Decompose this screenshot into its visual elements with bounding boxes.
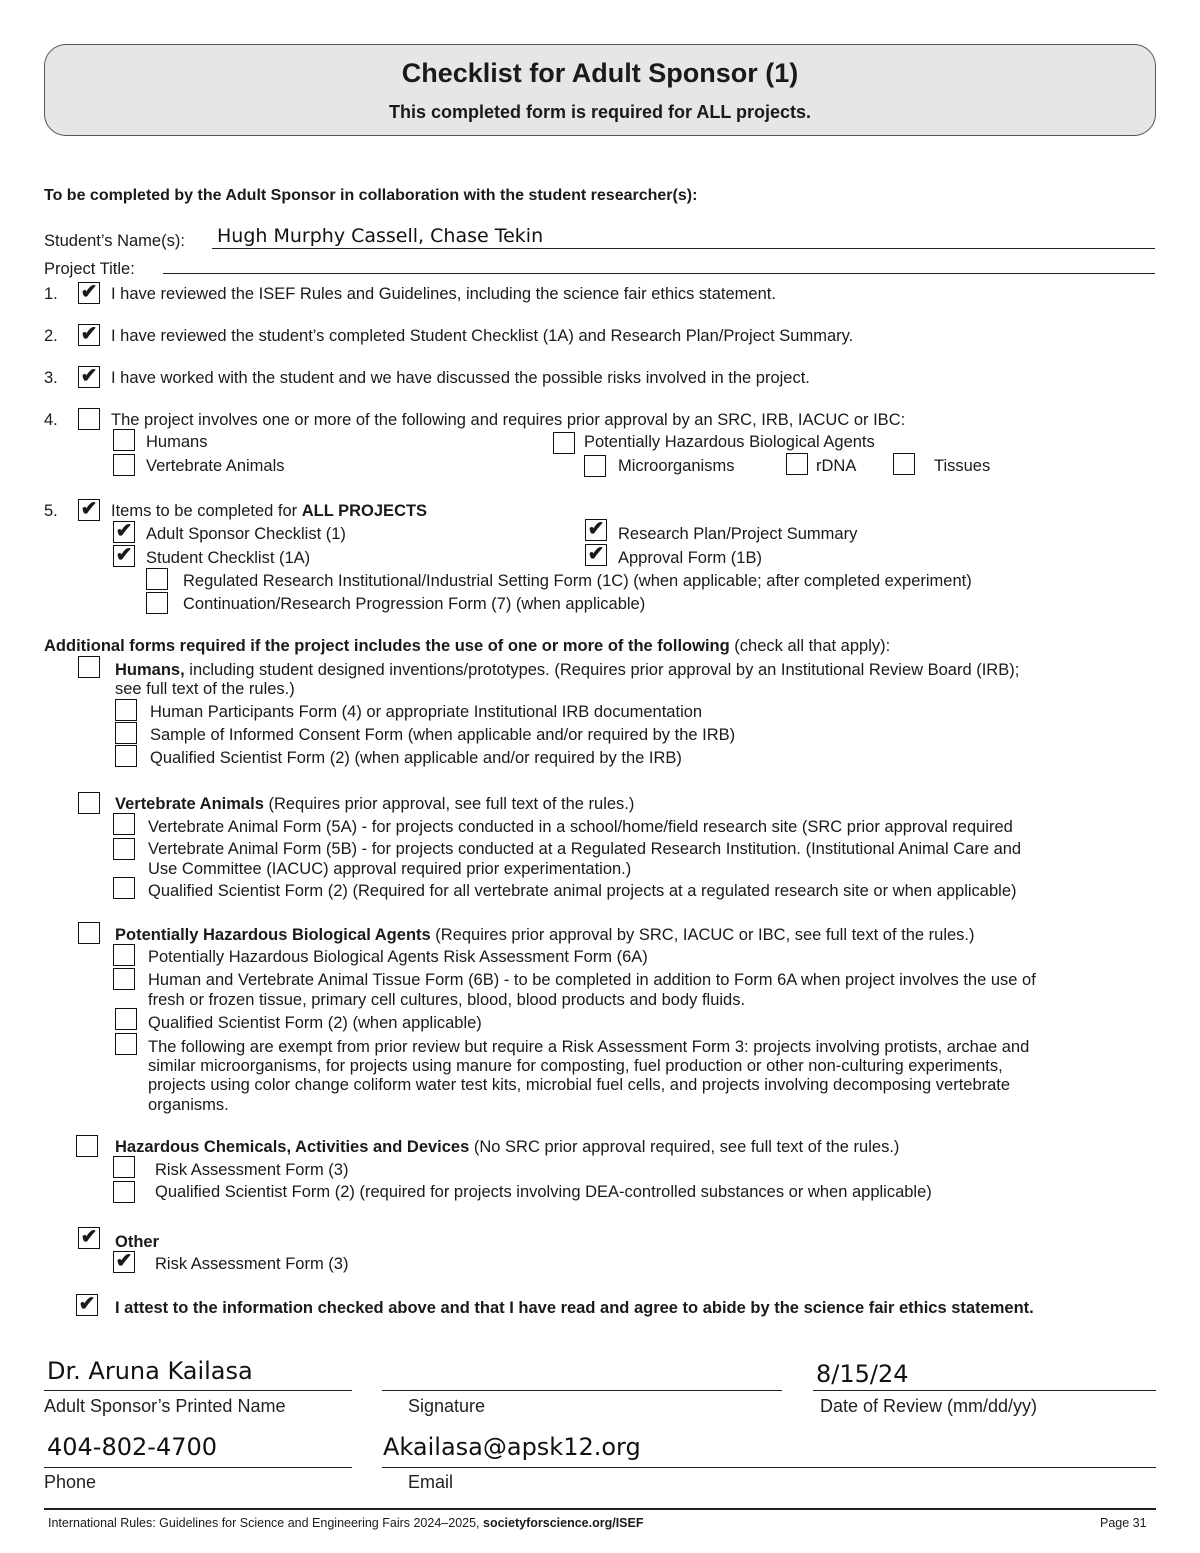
humans-section-desc: see full text of the rules.) xyxy=(115,680,295,698)
continuation-checkbox[interactable] xyxy=(146,592,168,614)
item-3-checkbox[interactable]: ✔ xyxy=(78,366,100,388)
student-name-value[interactable]: Hugh Murphy Cassell, Chase Tekin xyxy=(217,225,544,247)
student-checklist-label: Student Checklist (1A) xyxy=(146,549,311,567)
adult-sponsor-checklist-label: Adult Sponsor Checklist (1) xyxy=(146,525,346,543)
hazchem-qualified-scientist-checkbox[interactable] xyxy=(113,1181,135,1203)
humans-label: Humans xyxy=(146,433,208,451)
adult-sponsor-checklist-checkbox[interactable]: ✔ xyxy=(113,521,135,543)
item-1-text: I have reviewed the ISEF Rules and Guidelines, including the science fair ethics statement. xyxy=(111,285,776,303)
item-4-number: 4. xyxy=(44,411,58,429)
pha-checkbox[interactable] xyxy=(553,432,575,454)
hazchem-section-title: Hazardous Chemicals, Activities and Devices (No SRC prior approval required, see full text of the rules.) xyxy=(115,1138,900,1156)
item-2-text: I have reviewed the student’s completed Student Checklist (1A) and Research Plan/Project Summary. xyxy=(111,327,854,345)
microorganisms-checkbox[interactable] xyxy=(584,455,606,477)
review-date-label: Date of Review (mm/dd/yy) xyxy=(820,1396,1038,1416)
microorganisms-label: Microorganisms xyxy=(618,457,735,475)
signature-line xyxy=(382,1390,782,1391)
email-value[interactable]: Akailasa@apsk12.org xyxy=(383,1433,641,1461)
item-3-text: I have worked with the student and we have discussed the possible risks involved in the project. xyxy=(111,369,810,387)
rdna-label: rDNA xyxy=(816,457,857,475)
regulated-research-checkbox[interactable] xyxy=(146,568,168,590)
project-title-label: Project Title: xyxy=(44,260,135,278)
phba-section-checkbox[interactable] xyxy=(78,922,100,944)
humans-section-checkbox[interactable] xyxy=(78,656,100,678)
phba-section-title: Potentially Hazardous Biological Agents (Requires prior approval by SRC, IACUC or IBC, see full text of the rules.) xyxy=(115,926,975,944)
informed-consent-checkbox[interactable] xyxy=(115,722,137,744)
attest-text: I attest to the information checked above and that I have read and agree to abide by the science fair ethics statement. xyxy=(115,1299,1034,1317)
phba-exempt-line-4: organisms. xyxy=(148,1096,229,1114)
email-label: Email xyxy=(408,1472,454,1492)
humans-checkbox[interactable] xyxy=(113,429,135,451)
student-checklist-checkbox[interactable]: ✔ xyxy=(113,545,135,567)
rdna-checkbox[interactable] xyxy=(786,453,808,475)
hazchem-risk-assessment-checkbox[interactable] xyxy=(113,1156,135,1178)
item-5-number: 5. xyxy=(44,502,58,520)
vertebrate-label: Vertebrate Animals xyxy=(146,457,285,475)
vertebrate-5a-label: Vertebrate Animal Form (5A) - for projects conducted in a school/home/field research site (SRC prior approval required xyxy=(148,818,1013,836)
approval-form-label: Approval Form (1B) xyxy=(618,549,762,567)
review-date-value[interactable]: 8/15/24 xyxy=(816,1360,909,1388)
item-5-checkbox[interactable]: ✔ xyxy=(78,499,100,521)
pha-label: Potentially Hazardous Biological Agents xyxy=(584,433,875,451)
phba-6a-checkbox[interactable] xyxy=(113,944,135,966)
phone-line xyxy=(44,1467,352,1468)
phba-exempt-line-2: similar microorganisms, for projects using manure for composting, fuel production or other non-culturing experiments, xyxy=(148,1057,1003,1075)
tissues-label: Tissues xyxy=(934,457,991,475)
sponsor-name-value[interactable]: Dr. Aruna Kailasa xyxy=(47,1357,253,1385)
humans-section-title: Humans, including student designed inventions/prototypes. (Requires prior approval by an Institutional Review Board (IRB); xyxy=(115,661,1020,679)
item-1-checkbox[interactable]: ✔ xyxy=(78,282,100,304)
sponsor-name-line xyxy=(44,1390,352,1391)
phba-6b-label-cont: fresh or frozen tissue, primary cell cultures, blood, blood products and body fluids. xyxy=(148,991,746,1009)
item-4-checkbox[interactable] xyxy=(78,408,100,430)
attest-checkbox[interactable]: ✔ xyxy=(76,1294,98,1316)
item-2-number: 2. xyxy=(44,327,58,345)
phba-exempt-checkbox[interactable] xyxy=(115,1033,137,1055)
hazchem-qualified-scientist-label: Qualified Scientist Form (2) (required for projects involving DEA-controlled substances or when applicable) xyxy=(155,1183,932,1201)
item-5-text: Items to be completed for ALL PROJECTS xyxy=(111,502,428,520)
phba-exempt-line-1: The following are exempt from prior review but require a Risk Assessment Form 3: projects involving protists, archae and xyxy=(148,1038,1030,1056)
signature-label: Signature xyxy=(408,1396,486,1416)
tissues-checkbox[interactable] xyxy=(893,453,915,475)
footer-link[interactable]: societyforscience.org/ISEF xyxy=(483,1516,644,1530)
vertebrate-qualified-scientist-checkbox[interactable] xyxy=(113,877,135,899)
vertebrate-5a-checkbox[interactable] xyxy=(113,813,135,835)
other-section-title: Other xyxy=(115,1233,160,1251)
email-line xyxy=(382,1467,1156,1468)
phba-exempt-line-3: projects using color change coliform water test kits, microbial fuel cells, and projects involving decomposing vertebrate xyxy=(148,1076,1011,1094)
project-title-line xyxy=(163,273,1155,274)
student-name-line xyxy=(212,248,1155,249)
vertebrate-checkbox[interactable] xyxy=(113,454,135,476)
continuation-label: Continuation/Research Progression Form (7) (when applicable) xyxy=(183,595,646,613)
phba-qualified-scientist-checkbox[interactable] xyxy=(115,1008,137,1030)
other-risk-assessment-label: Risk Assessment Form (3) xyxy=(155,1255,349,1273)
item-1-number: 1. xyxy=(44,285,58,303)
review-date-line xyxy=(813,1390,1156,1391)
vertebrate-section-checkbox[interactable] xyxy=(78,792,100,814)
item-3-number: 3. xyxy=(44,369,58,387)
human-participants-label: Human Participants Form (4) or appropriate Institutional IRB documentation xyxy=(150,703,703,721)
footer-text: International Rules: Guidelines for Science and Engineering Fairs 2024–2025, societyforscience.org/ISEF xyxy=(48,1516,644,1530)
student-name-label: Student’s Name(s): xyxy=(44,232,185,250)
item-4-text: The project involves one or more of the following and requires prior approval by an SRC, IRB, IACUC or IBC: xyxy=(111,411,906,429)
page-title: Checklist for Adult Sponsor (1) xyxy=(401,58,799,88)
page-subtitle: This completed form is required for ALL projects. xyxy=(388,102,812,122)
phone-value[interactable]: 404-802-4700 xyxy=(47,1433,218,1461)
research-plan-label: Research Plan/Project Summary xyxy=(618,525,858,543)
footer-divider xyxy=(44,1508,1156,1510)
phba-6b-label: Human and Vertebrate Animal Tissue Form (6B) - to be completed in addition to Form 6A when project involves the use of xyxy=(148,971,1036,989)
informed-consent-label: Sample of Informed Consent Form (when applicable and/or required by the IRB) xyxy=(150,726,736,744)
phba-qualified-scientist-label: Qualified Scientist Form (2) (when applicable) xyxy=(148,1014,482,1032)
intro-text: To be completed by the Adult Sponsor in collaboration with the student researcher(s): xyxy=(44,187,698,204)
humans-qualified-scientist-label: Qualified Scientist Form (2) (when applicable and/or required by the IRB) xyxy=(150,749,682,767)
hazchem-section-checkbox[interactable] xyxy=(76,1135,98,1157)
additional-forms-heading: Additional forms required if the project includes the use of one or more of the following (check all that apply): xyxy=(44,637,891,655)
phba-6a-label: Potentially Hazardous Biological Agents Risk Assessment Form (6A) xyxy=(148,948,648,966)
phone-label: Phone xyxy=(44,1472,97,1492)
human-participants-checkbox[interactable] xyxy=(115,699,137,721)
vertebrate-qualified-scientist-label: Qualified Scientist Form (2) (Required for all vertebrate animal projects at a regulated research site or when applicable) xyxy=(148,882,1017,900)
regulated-research-label: Regulated Research Institutional/Industrial Setting Form (1C) (when applicable; after completed experiment) xyxy=(183,572,972,590)
phba-6b-checkbox[interactable] xyxy=(113,968,135,990)
hazchem-risk-assessment-label: Risk Assessment Form (3) xyxy=(155,1161,349,1179)
vertebrate-5b-label-cont: Use Committee (IACUC) approval required prior experimentation.) xyxy=(148,860,632,878)
other-section-checkbox[interactable]: ✔ xyxy=(78,1227,100,1249)
vertebrate-section-title: Vertebrate Animals (Requires prior approval, see full text of the rules.) xyxy=(115,795,635,813)
vertebrate-5b-checkbox[interactable] xyxy=(113,838,135,860)
vertebrate-5b-label: Vertebrate Animal Form (5B) - for projects conducted at a Regulated Research Institution. (Institutional Animal Care and xyxy=(148,840,1022,858)
sponsor-name-label: Adult Sponsor’s Printed Name xyxy=(44,1396,286,1416)
humans-qualified-scientist-checkbox[interactable] xyxy=(115,745,137,767)
approval-form-checkbox[interactable]: ✔ xyxy=(585,544,607,566)
research-plan-checkbox[interactable]: ✔ xyxy=(585,519,607,541)
item-2-checkbox[interactable]: ✔ xyxy=(78,324,100,346)
other-risk-assessment-checkbox[interactable]: ✔ xyxy=(113,1251,135,1273)
page-number: Page 31 xyxy=(1100,1516,1147,1530)
